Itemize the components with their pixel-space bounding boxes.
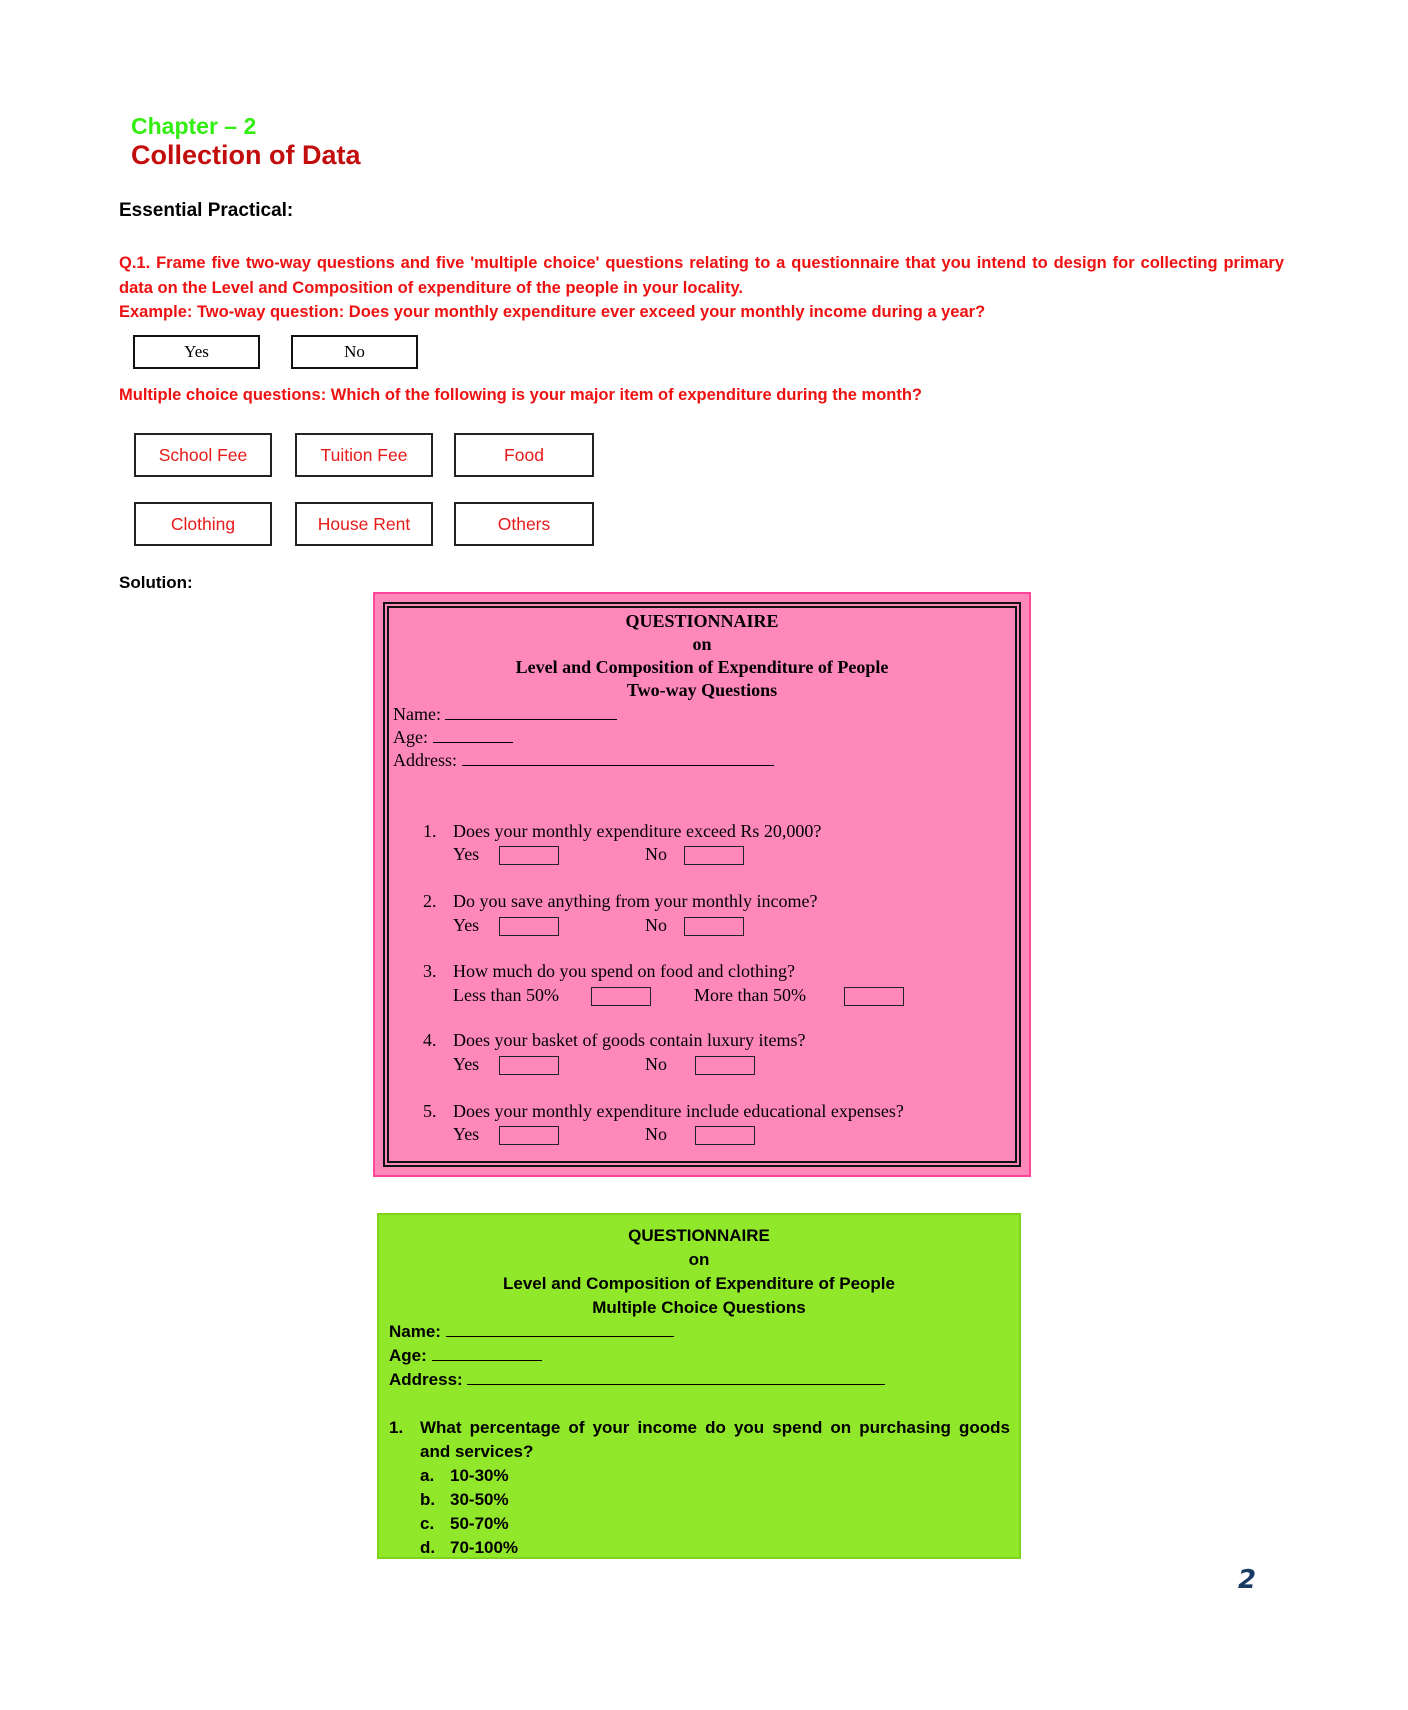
mcq-subtitle: Level and Composition of Expenditure of People (503, 1274, 895, 1293)
tw-q3-text: How much do you spend on food and clothing? (453, 961, 795, 981)
option-box-clothing: Clothing (134, 502, 272, 546)
mcq-address-label: Address: (389, 1370, 463, 1389)
choice-letter: b. (420, 1490, 436, 1509)
mcq-intro-text: Multiple choice questions: Which of the following is your major item of expenditure during the month? (119, 386, 923, 404)
solution-label: Solution: (119, 573, 193, 592)
tw-q4-text: Does your basket of goods contain luxury items? (453, 1030, 806, 1050)
tw-q2-opt2-box (684, 917, 744, 936)
tw-q5-opt2: No (645, 1124, 667, 1144)
page-number: 2 (1238, 1565, 1257, 1595)
tw-q2-text: Do you save anything from your monthly income? (453, 891, 818, 911)
tw-q1-num: 1. (423, 821, 437, 841)
tw-q4-opt2: No (645, 1054, 667, 1074)
mcq-age-row (389, 1346, 542, 1366)
option-box-others: Others (454, 502, 594, 546)
tw-q3-opt1-box (591, 987, 651, 1006)
tw-q4-num: 4. (423, 1030, 437, 1050)
mcq-choice-a (420, 1466, 509, 1486)
tw-q3-opt2-box (844, 987, 904, 1006)
tw-q2-opt1: Yes (453, 915, 480, 935)
tw-q3-opt1: Less than 50% (453, 985, 559, 1005)
mcq-choice-b (420, 1490, 509, 1510)
tw-q1-text: Does your monthly expenditure exceed Rs 20,000? (453, 821, 822, 841)
two-way-frame (383, 602, 1021, 1167)
name-blank (445, 705, 617, 720)
choice-letter: d. (420, 1538, 436, 1557)
age-label: Age: (393, 727, 428, 747)
section-title: Essential Practical: (119, 200, 294, 221)
tw-q3-opt2: More than 50% (694, 985, 806, 1005)
choice-text: 50-70% (450, 1514, 509, 1533)
address-label: Address: (393, 750, 457, 770)
age-blank (433, 728, 513, 743)
option-box-house-rent: House Rent (295, 502, 433, 546)
choice-letter: c. (420, 1514, 435, 1533)
mcq-q1-text-line1: What percentage of your income do you spend on purchasing goods (420, 1418, 1010, 1437)
mcq-q1-text-line2: and services? (420, 1442, 534, 1461)
tw-q4-opt2-box (695, 1056, 755, 1075)
tw-q2-opt2: No (645, 915, 667, 935)
tw-q5-opt2-box (695, 1126, 755, 1145)
example-no-box: No (291, 335, 418, 369)
option-box-tuition-fee: Tuition Fee (295, 433, 433, 477)
question-text: Q.1. Frame five two-way questions and five 'multiple choice' questions relating to a questionnaire that you intend to design for collecting primary data on the Level and Composition of expenditure of the people in your locality. (119, 254, 1284, 297)
tw-q1-opt2: No (645, 844, 667, 864)
choice-letter: a. (420, 1466, 435, 1485)
choice-text: 10-30% (450, 1466, 509, 1485)
example-yes-box: Yes (133, 335, 260, 369)
name-label: Name: (393, 704, 441, 724)
tw-q1-opt1-box (499, 846, 559, 865)
mcq-q1-num: 1. (389, 1418, 404, 1437)
mcq-address-row (389, 1370, 885, 1390)
two-way-questionnaire (373, 592, 1031, 1177)
mcq-name-blank (446, 1322, 674, 1337)
mcq-type: Multiple Choice Questions (592, 1298, 806, 1317)
two-way-on: on (692, 634, 712, 654)
tw-q5-num: 5. (423, 1101, 437, 1121)
tw-q2-opt1-box (499, 917, 559, 936)
mcq-on: on (688, 1250, 710, 1269)
example-text: Example: Two-way question: Does your monthly expenditure ever exceed your monthly income during a year? (119, 303, 986, 321)
two-way-name-row (393, 704, 617, 725)
choice-text: 70-100% (450, 1538, 519, 1557)
tw-q1-opt1: Yes (453, 844, 480, 864)
mcq-address-blank (467, 1370, 885, 1385)
option-box-food: Food (454, 433, 594, 477)
chapter-label: Chapter – 2 (131, 113, 257, 139)
two-way-subtitle: Level and Composition of Expenditure of People (515, 657, 889, 677)
mcq-name-label: Name: (389, 1322, 441, 1341)
tw-q2-num: 2. (423, 891, 437, 911)
tw-q5-text: Does your monthly expenditure include educational expenses? (453, 1101, 904, 1121)
tw-q4-opt1-box (499, 1056, 559, 1075)
choice-text: 30-50% (450, 1490, 509, 1509)
mcq-name-row (389, 1322, 674, 1342)
mcq-choice-c (420, 1514, 509, 1534)
tw-q5-opt1: Yes (453, 1124, 480, 1144)
mcq-age-blank (432, 1346, 542, 1361)
mcq-heading: QUESTIONNAIRE (628, 1226, 770, 1245)
tw-q1-opt2-box (684, 846, 744, 865)
mcq-questionnaire (377, 1213, 1021, 1559)
mcq-age-label: Age: (389, 1346, 427, 1365)
two-way-address-row (393, 750, 774, 771)
two-way-type: Two-way Questions (626, 680, 778, 700)
tw-q5-opt1-box (499, 1126, 559, 1145)
option-box-school-fee: School Fee (134, 433, 272, 477)
tw-q4-opt1: Yes (453, 1054, 480, 1074)
address-blank (462, 751, 774, 766)
two-way-age-row (393, 727, 513, 748)
two-way-heading: QUESTIONNAIRE (625, 611, 779, 631)
mcq-choice-d (420, 1538, 518, 1558)
tw-q3-num: 3. (423, 961, 437, 981)
chapter-title: Collection of Data (131, 140, 361, 170)
